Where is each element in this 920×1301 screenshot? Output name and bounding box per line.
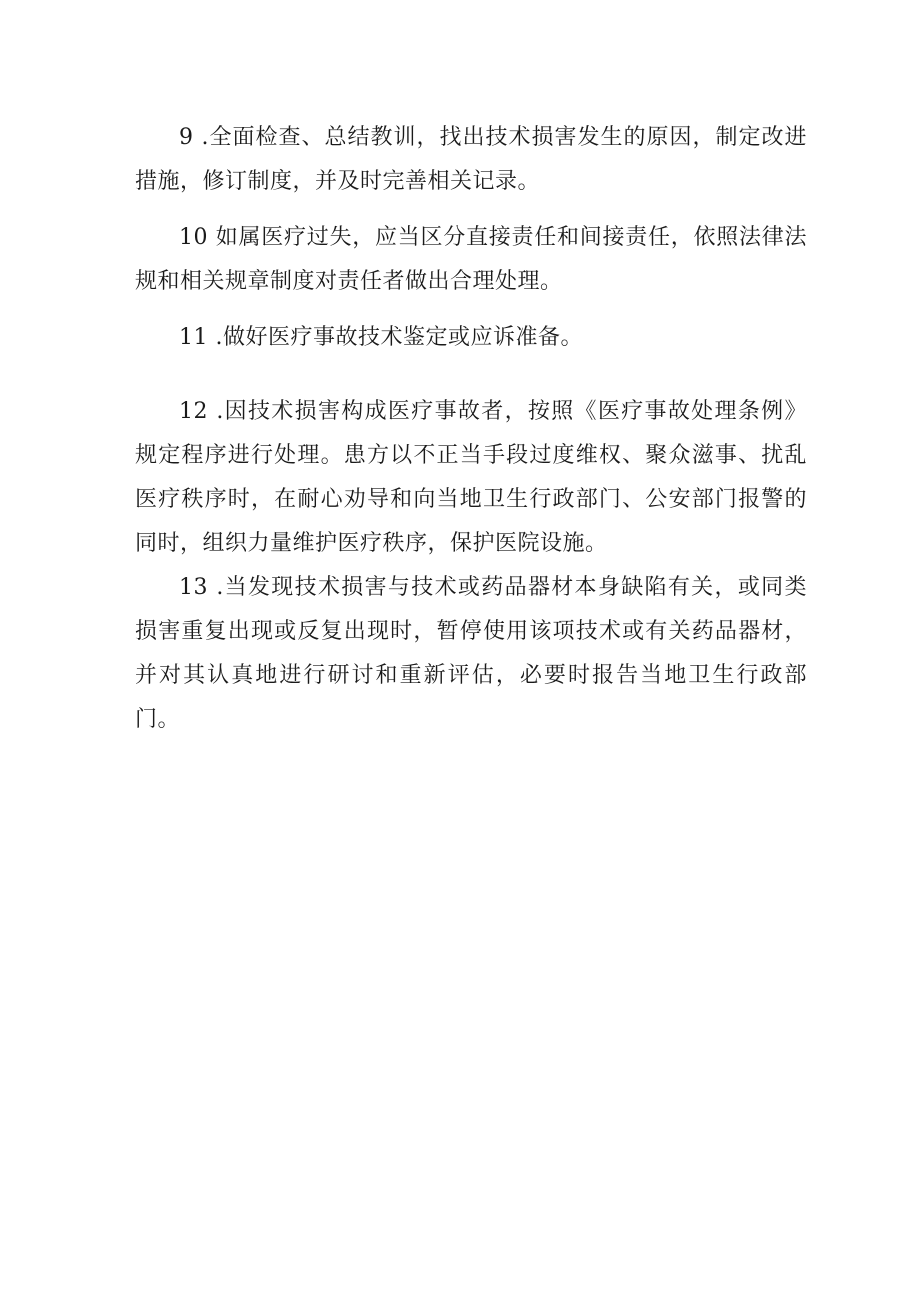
paragraph-item-9: 9 .全面检查、总结教训，找出技术损害发生的原因，制定改进措施，修订制度，并及时完善相关记录。 [135, 125, 807, 194]
paragraph-item-12: 12 .因技术损害构成医疗事故者，按照《医疗事故处理条例》规定程序进行处理。患方以不正当手段过度维权、聚众滋事、扰乱医疗秩序时，在耐心劝导和向当地卫生行政部门、公安部门报警的同时，组织力量维护医疗秩序，保护医院设施。 [135, 399, 807, 556]
paragraph-item-11: 11 .做好医疗事故技术鉴定或应诉准备。 [179, 325, 583, 350]
paragraph-item-13: 13 .当发现技术损害与技术或药品器材本身缺陷有关，或同类损害重复出现或反复出现时，暂停使用该项技术或有关药品器材，并对其认真地进行研讨和重新评估，必要时报告当地卫生行政部门。 [135, 575, 807, 732]
paragraph-item-10: 10 如属医疗过失，应当区分直接责任和间接责任，依照法律法规和相关规章制度对责任者做出合理处理。 [135, 225, 807, 294]
document-body [135, 116, 807, 742]
